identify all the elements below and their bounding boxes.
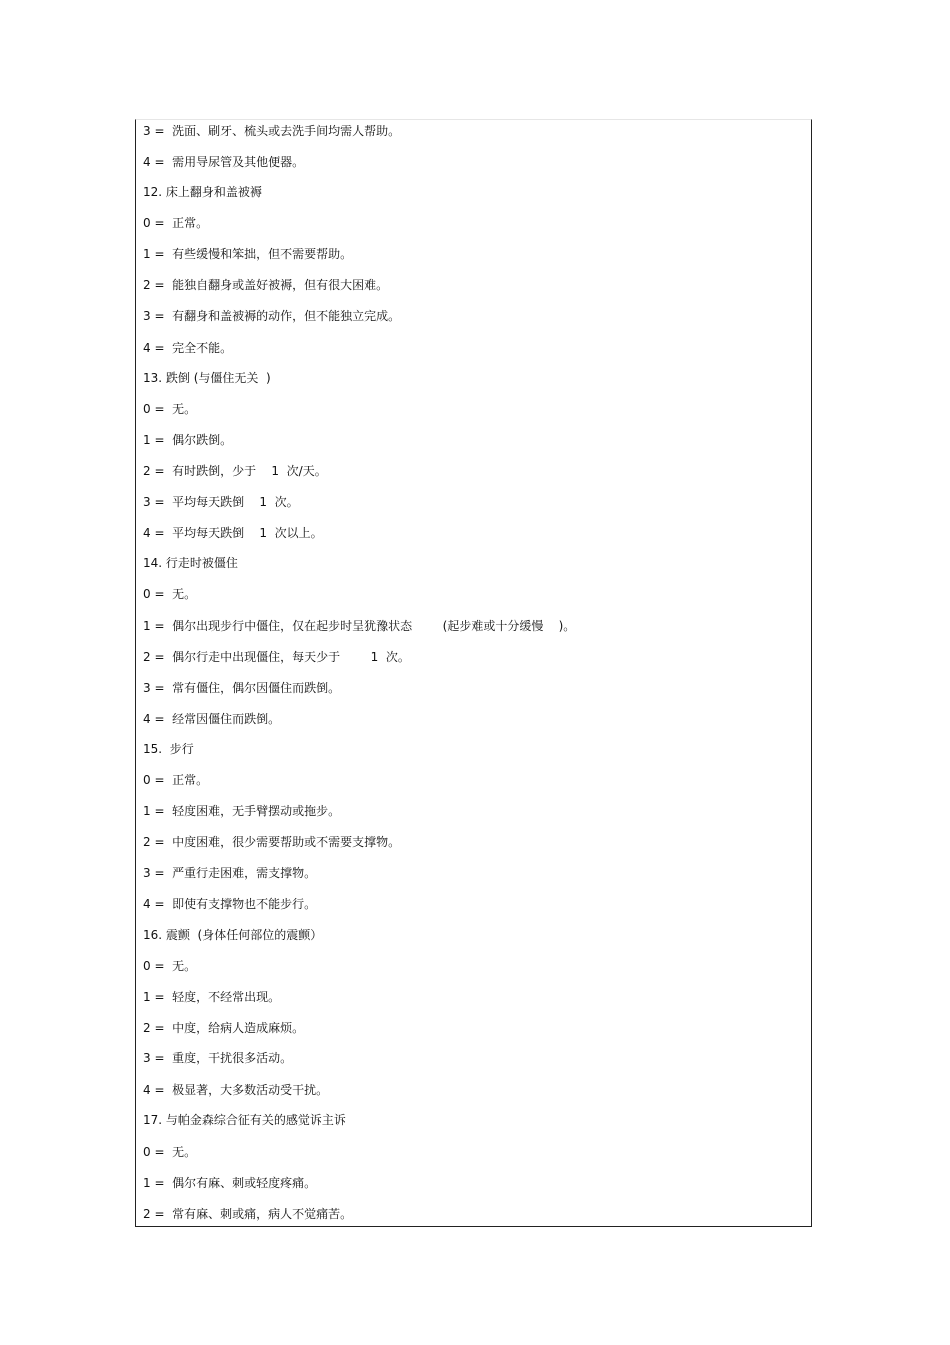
text-line: 3 = 洗面、刷牙、梳头或去洗手间均需人帮助。: [143, 124, 401, 138]
text-line: 3 = 重度，干扰很多活动。: [143, 1051, 293, 1065]
text-line: 4 = 极显著，大多数活动受干扰。: [143, 1083, 329, 1097]
text-line: 0 = 正常。: [143, 773, 209, 787]
text-line: 3 = 严重行走困难，需支撑物。: [143, 866, 317, 880]
text-line: 0 = 无。: [143, 587, 197, 601]
text-line: 4 = 完全不能。: [143, 341, 233, 355]
text-line: 3 = 常有僵住，偶尔因僵住而跌倒。: [143, 681, 341, 695]
text-line: 4 = 需用导尿管及其他便器。: [143, 155, 305, 169]
section-heading: 13. 跌倒 (与僵住无关 ): [143, 371, 271, 385]
text-line: 2 = 中度，给病人造成麻烦。: [143, 1021, 305, 1035]
text-line: 2 = 有时跌倒，少于 1 次/天。: [143, 464, 327, 478]
text-line: 0 = 正常。: [143, 216, 209, 230]
text-line: 1 = 偶尔跌倒。: [143, 433, 233, 447]
text-line: 2 = 偶尔行走中出现僵住，每天少于 1 次。: [143, 650, 410, 664]
section-heading: 15. 步行: [143, 742, 194, 756]
text-line: 2 = 中度困难，很少需要帮助或不需要支撑物。: [143, 835, 401, 849]
text-line: 1 = 偶尔有麻、刺或轻度疼痛。: [143, 1176, 317, 1190]
section-heading: 17. 与帕金森综合征有关的感觉诉主诉: [143, 1113, 346, 1127]
text-line: 1 = 轻度困难，无手臂摆动或拖步。: [143, 804, 341, 818]
text-line: 4 = 即使有支撑物也不能步行。: [143, 897, 317, 911]
text-line: 2 = 能独自翻身或盖好被褥，但有很大困难。: [143, 278, 389, 292]
text-line: 1 = 轻度，不经常出现。: [143, 990, 281, 1004]
text-line: 4 = 经常因僵住而跌倒。: [143, 712, 281, 726]
section-heading: 12. 床上翻身和盖被褥: [143, 185, 262, 199]
text-line: 0 = 无。: [143, 1145, 197, 1159]
text-line: 0 = 无。: [143, 959, 197, 973]
text-line: 4 = 平均每天跌倒 1 次以上。: [143, 526, 323, 540]
text-line: 1 = 有些缓慢和笨拙，但不需要帮助。: [143, 247, 353, 261]
text-line: 2 = 常有麻、刺或痛，病人不觉痛苦。: [143, 1207, 353, 1221]
text-line: 3 = 平均每天跌倒 1 次。: [143, 495, 299, 509]
section-heading: 16. 震颤 (身体任何部位的震颤）: [143, 928, 323, 942]
text-line: 3 = 有翻身和盖被褥的动作，但不能独立完成。: [143, 309, 401, 323]
text-line: 0 = 无。: [143, 402, 197, 416]
section-heading: 14. 行走时被僵住: [143, 556, 238, 570]
text-line: 1 = 偶尔出现步行中僵住，仅在起步时呈犹豫状态 (起步难或十分缓慢 )。: [143, 619, 576, 633]
